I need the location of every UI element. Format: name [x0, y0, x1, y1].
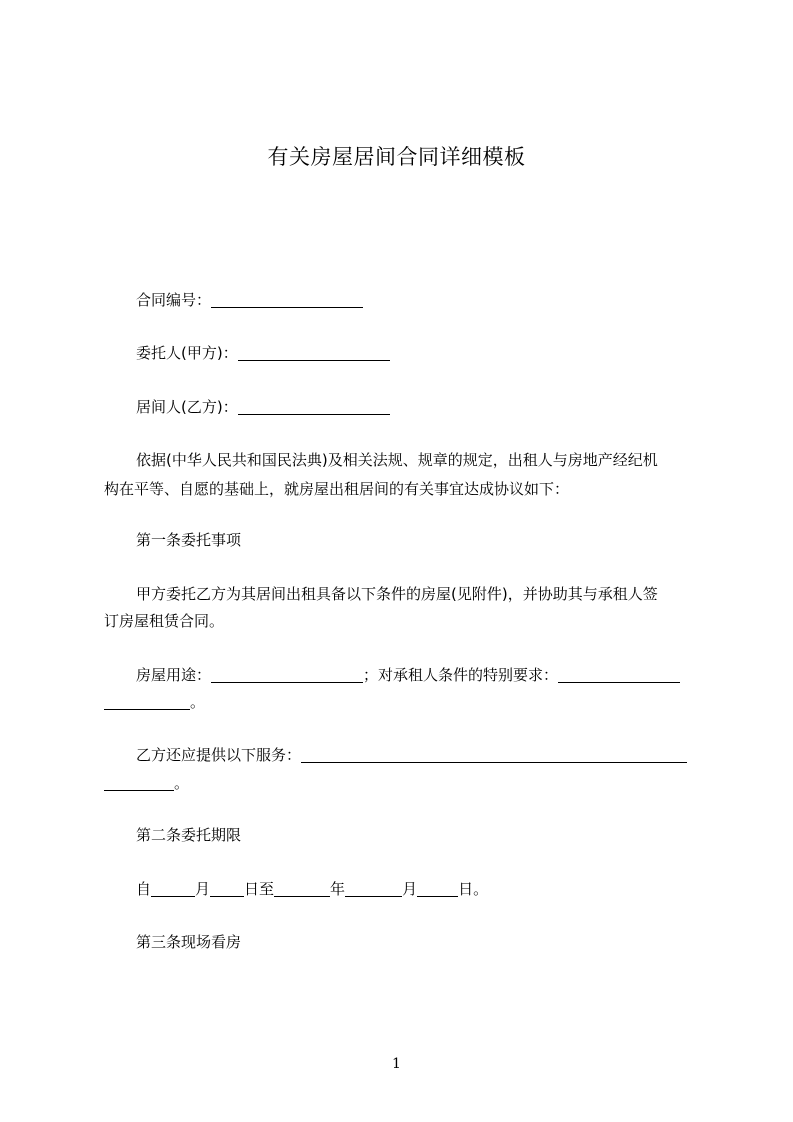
usage-line-2	[104, 689, 704, 715]
start-month-blank[interactable]	[151, 880, 195, 897]
usage-blank[interactable]	[211, 666, 363, 683]
broker-blank[interactable]	[238, 398, 390, 415]
services-label: 乙方还应提供以下服务：	[136, 746, 302, 764]
usage-line	[104, 662, 736, 688]
broker-line	[104, 394, 736, 420]
usage-period: 。	[190, 693, 206, 711]
contract-number-line	[104, 287, 736, 313]
broker-label: 居间人(乙方)：	[136, 398, 238, 416]
date-year2-label: 年	[330, 880, 346, 898]
date-from-label: 自	[136, 880, 152, 898]
contract-number-label: 合同编号：	[136, 291, 212, 309]
services-line	[104, 742, 736, 768]
services-line-2	[104, 770, 704, 796]
article3-heading: 第三条现场看房	[136, 933, 242, 951]
article1-line-1: 甲方委托乙方为其居间出租具备以下条件的房屋(见附件)，并协助其与承租人签	[136, 585, 658, 603]
usage-label: 房屋用途：	[136, 666, 212, 684]
start-day-blank[interactable]	[210, 880, 244, 897]
tenant-requirements-label: ；对承租人条件的特别要求：	[363, 666, 559, 684]
date-day2-label: 日。	[458, 880, 489, 898]
tenant-requirements-blank-cont[interactable]	[104, 693, 190, 710]
article1-heading: 第一条委托事项	[136, 531, 242, 549]
term-date-line	[104, 876, 736, 902]
date-month2-label: 月	[402, 880, 418, 898]
document-title: 有关房屋居间合同详细模板	[267, 145, 526, 169]
services-blank-cont[interactable]	[104, 774, 174, 791]
page-number: 1	[392, 1056, 401, 1072]
principal-line	[104, 340, 736, 366]
intro-line-2: 构在平等、自愿的基础上，就房屋出租居间的有关事宜达成协议如下：	[104, 480, 570, 498]
services-period: 。	[174, 774, 190, 792]
tenant-requirements-blank[interactable]	[558, 666, 680, 683]
article1-line-2: 订房屋租赁合同。	[104, 612, 225, 630]
date-day1-label: 日至	[244, 880, 275, 898]
principal-blank[interactable]	[238, 344, 390, 361]
intro-line-1: 依据(中华人民共和国民法典)及相关法规、规章的规定，出租人与房地产经纪机	[136, 451, 658, 469]
date-month1-label: 月	[195, 880, 211, 898]
principal-label: 委托人(甲方)：	[136, 344, 238, 362]
end-year-blank[interactable]	[274, 880, 330, 897]
contract-number-blank[interactable]	[211, 291, 363, 308]
article2-heading: 第二条委托期限	[136, 826, 242, 844]
end-month-blank[interactable]	[345, 880, 402, 897]
end-day-blank[interactable]	[417, 880, 458, 897]
services-blank[interactable]	[301, 746, 687, 763]
